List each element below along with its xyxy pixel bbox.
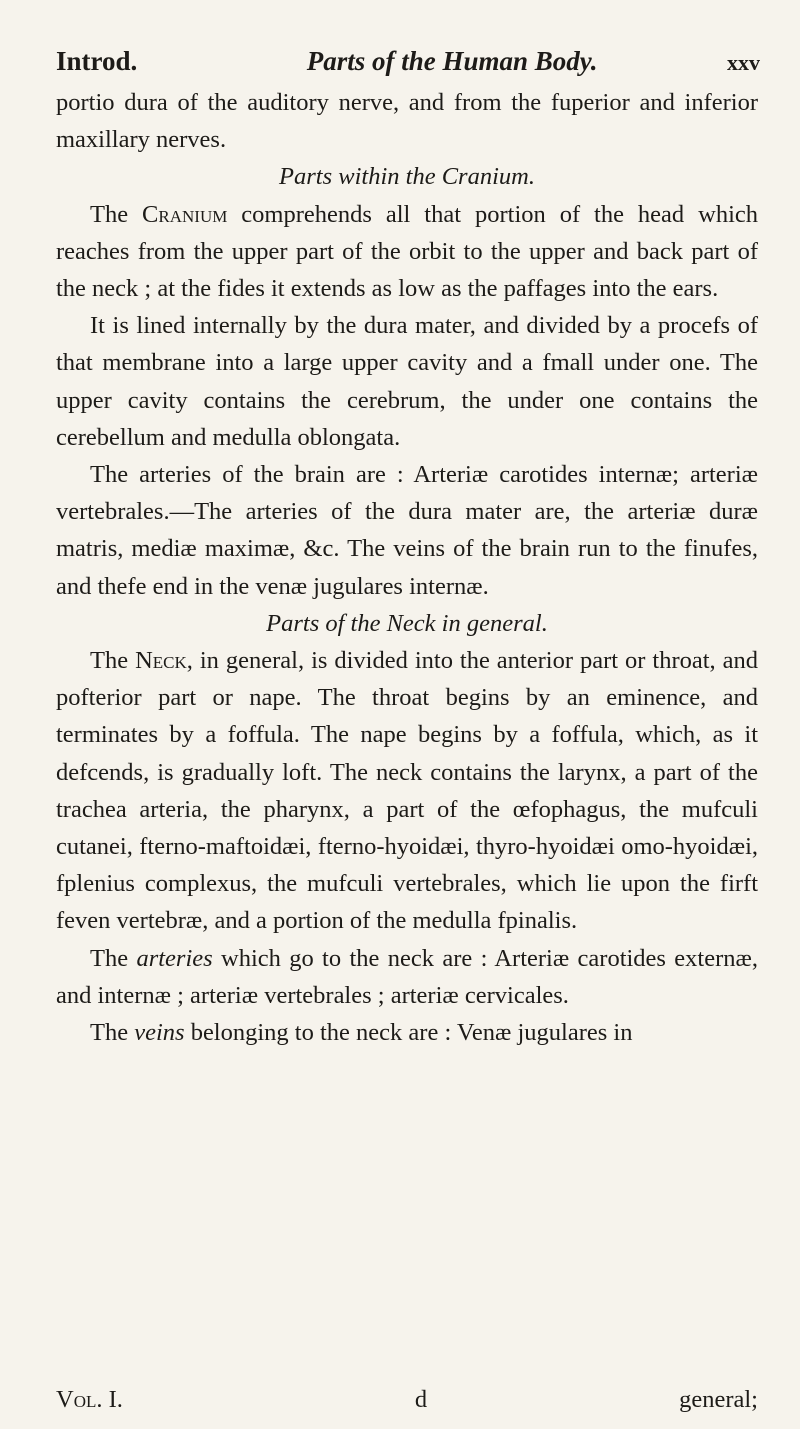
paragraph: It is lined internally by the dura mater, and divided by a procefs of that membrane into a large upper cavity and a fmall under one. The upper cavity contains the cerebrum, the under one contains the cerebellum and medulla oblongata. [56, 312, 758, 451]
section-heading: Parts of the Neck in general. [266, 609, 548, 637]
header-section: Introd. [56, 46, 138, 76]
volume-label: Vol. I. [56, 1386, 123, 1413]
header-title: Parts of the Human Body. [306, 46, 598, 76]
page-number: xxv [727, 50, 760, 75]
paragraph: The veins belonging to the neck are : Venæ jugulares in [90, 1019, 633, 1047]
catchword: general; [679, 1386, 758, 1413]
paragraph: portio dura of the auditory nerve, and from the fuperior and inferior maxillary nerves. [56, 89, 758, 154]
signature-mark: d [414, 1386, 428, 1413]
paragraph: The Neck, in general, is divided into the anterior part or throat, and pofterior part or nape. The throat begins by an eminence, and terminates by a foffula. The nape begins by a foffula, which, as it defcends, is gradually loft. The neck contains the larynx, a part of the trachea arteria, the pharynx, a part of the œfophagus, the mufculi cutanei, fterno-maftoidæi, fterno-hyoidæi, thyro-hyoidæi omo-hyoidæi, fplenius complexus, the mufculi vertebrales, which lie upon the firft feven vertebræ, and a portion of the medulla fpinalis. [56, 647, 759, 935]
running-header [56, 46, 760, 77]
italic-term: veins [134, 1019, 185, 1047]
page-footer [56, 1386, 758, 1414]
paragraph: The Cranium comprehends all that portion of the head which reaches from the upper part of the orbit to the upper and back part of the neck ; at the fides it extends as low as the paffages into the ears. [56, 200, 759, 303]
section-heading: Parts within the Cranium. [279, 163, 535, 191]
small-caps-term: Cranium [142, 200, 228, 228]
small-caps-term: Neck, [135, 647, 193, 675]
page-body [56, 84, 758, 1051]
paragraph: The arteries which go to the neck are : Arteriæ carotides externæ, and internæ ; arteriæ vertebrales ; arteriæ cervicales. [56, 944, 758, 1009]
italic-term: arteries [136, 944, 213, 972]
paragraph: The arteries of the brain are : Arteriæ carotides internæ; arteriæ vertebrales.—The arteries of the dura mater are, the arteriæ duræ matris, mediæ maximæ, &c. The veins of the brain run to the finufes, and thefe end in the venæ jugulares internæ. [56, 461, 758, 600]
